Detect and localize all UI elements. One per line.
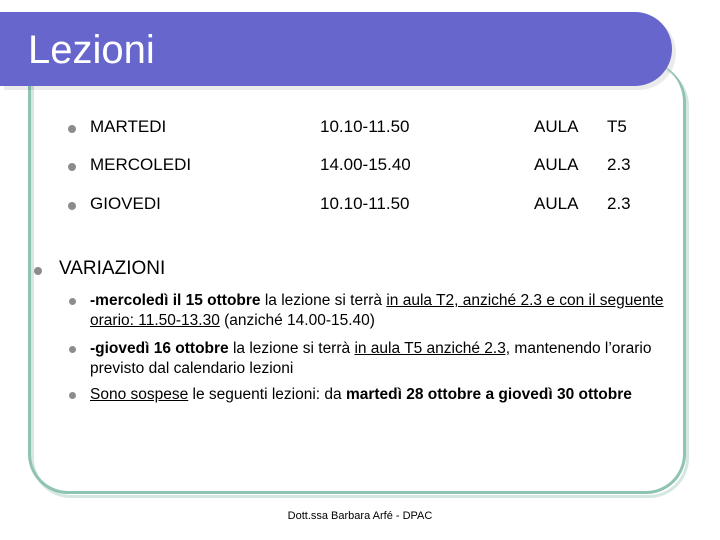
schedule-day: MERCOLEDI [90, 155, 192, 174]
variation-text [90, 385, 670, 405]
bullet-icon [68, 125, 76, 133]
schedule-room: AULA [534, 117, 579, 136]
variation-text-part: la lezione si terrà [260, 292, 387, 309]
variations-heading-label: VARIAZIONI [59, 258, 166, 279]
schedule-day: MARTEDI [90, 117, 167, 136]
bullet-icon [69, 346, 76, 353]
schedule-row [0, 194, 720, 218]
variation-text-part: le seguenti lezioni: da [188, 386, 346, 403]
schedule-time: 14.00-15.40 [320, 155, 411, 174]
variation-date: -mercoledì il 15 ottobre [90, 292, 261, 309]
variation-change: in aula T5 anziché 2.3, [354, 340, 511, 357]
variation-suspended: Sono sospese [90, 386, 189, 403]
schedule-room-number: 2.3 [607, 155, 631, 174]
variation-date: -giovedì 16 ottobre [90, 340, 229, 357]
schedule-room: AULA [534, 155, 579, 174]
variation-text-part: la lezione si terrà [228, 340, 355, 357]
variation-text-part: (anziché 14.00-15.40) [219, 312, 375, 329]
slide-title: Lezioni [28, 28, 155, 72]
schedule-row [0, 155, 720, 179]
schedule-row [0, 117, 720, 141]
bullet-icon [69, 298, 76, 305]
variation-text-part: mantenendo l’orario previsto dal calendario lezioni [90, 340, 652, 377]
schedule-day: GIOVEDI [90, 194, 161, 213]
variation-text [90, 291, 670, 331]
variation-date-range: martedì 28 ottobre a giovedì 30 ottobre [345, 386, 632, 403]
schedule-time: 10.10-11.50 [320, 117, 410, 136]
schedule-room-number: 2.3 [607, 194, 631, 213]
schedule-room-number: T5 [607, 117, 627, 136]
schedule-time: 10.10-11.50 [320, 194, 410, 213]
bullet-icon [68, 202, 76, 210]
bullet-icon [68, 163, 76, 171]
footer: Dott.ssa Barbara Arfé - DPAC [287, 510, 433, 522]
schedule-room: AULA [534, 194, 579, 213]
variation-text [90, 339, 670, 379]
variation-change: in aula T2, anziché 2.3 e con il seguente orario: 11.50-13.30 [90, 292, 664, 329]
bullet-icon [69, 392, 76, 399]
bullet-icon [34, 267, 42, 275]
